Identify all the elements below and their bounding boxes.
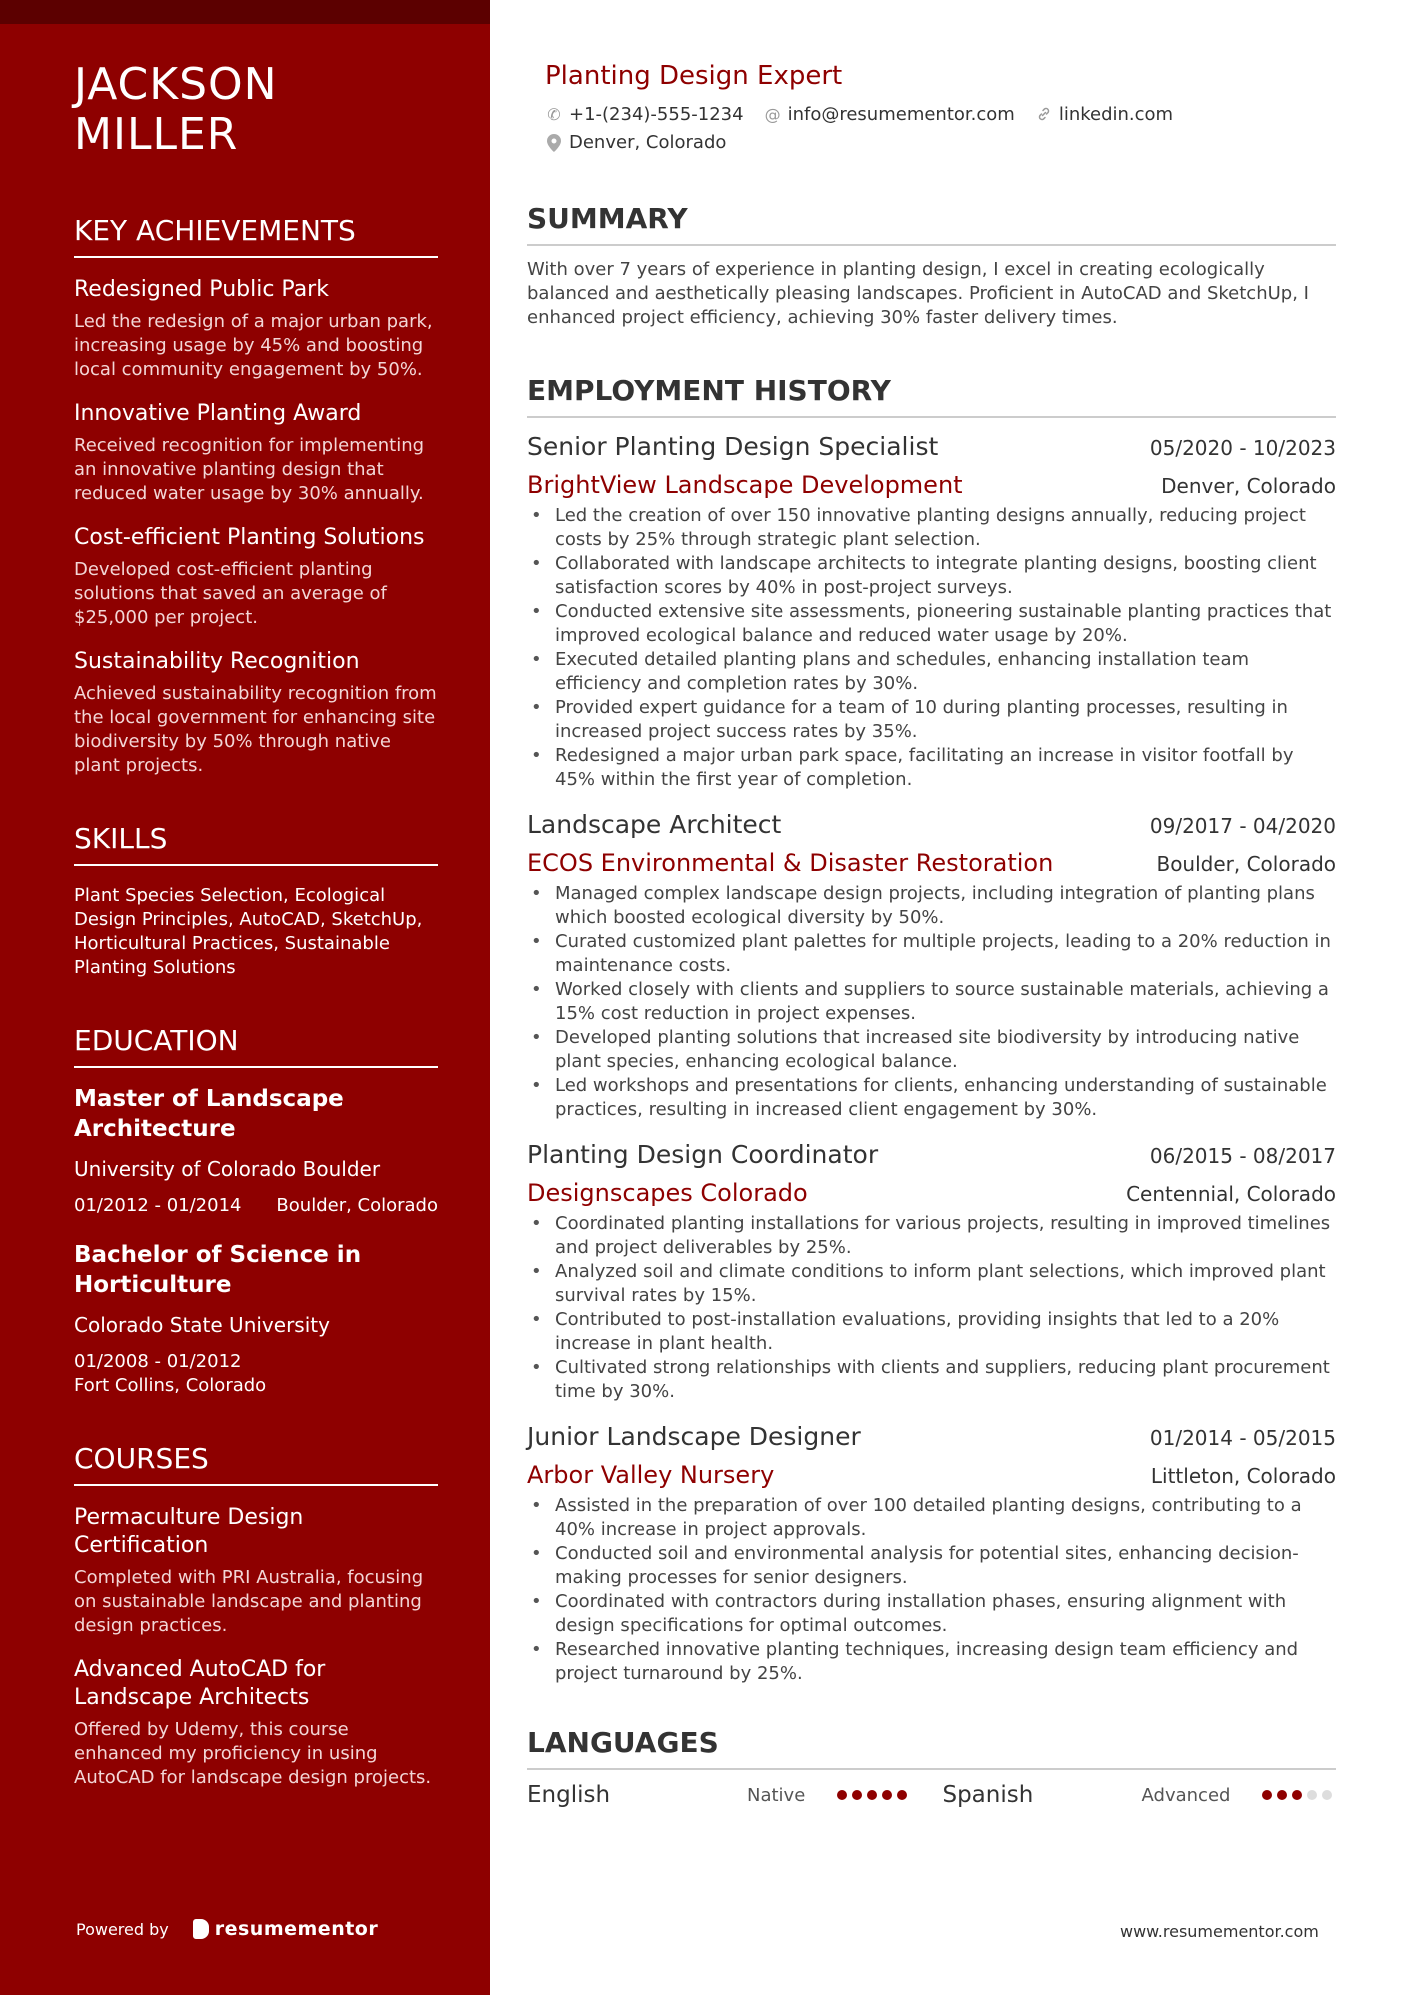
education-location: Boulder, Colorado (276, 1195, 438, 1216)
achievement-title: Innovative Planting Award (74, 401, 362, 426)
phone-text: +1-(234)-555-1234 (569, 104, 744, 125)
job-bullet: • Worked closely with clients and suppliers to source sustainable materials, achieving a 15% cost reduction in project expenses. (527, 978, 1336, 1026)
summary-text: With over 7 years of experience in planting design, I excel in creating ecologically balanced and aesthetically pleasing landscapes. Proficient in AutoCAD and SketchUp, I enhanced project efficiency, achieving 30% faster delivery times. (527, 259, 1309, 328)
achievement-desc: Developed cost-efficient planting solutions that saved an average of $25,000 per project. (74, 559, 387, 628)
sidebar-top-band (0, 0, 490, 24)
last-name: MILLER (74, 109, 239, 160)
achievement-item (74, 276, 438, 382)
language-rating (1262, 1790, 1332, 1800)
languages-list (527, 1782, 1336, 1808)
job-bullet: • Researched innovative planting techniques, increasing design team efficiency and project turnaround by 25%. (527, 1638, 1336, 1686)
sidebar (0, 0, 490, 1995)
job-company: ECOS Environmental & Disaster Restoration (527, 849, 1054, 877)
job-bullets (527, 1212, 1336, 1404)
achievement-item (74, 400, 438, 506)
location-text: Denver, Colorado (569, 132, 727, 153)
education-dates: 01/2008 - 01/2012 (74, 1351, 242, 1372)
job-dates: 05/2020 - 10/2023 (1149, 436, 1336, 460)
rating-dot-empty (1307, 1790, 1317, 1800)
job-bullet: • Conducted extensive site assessments, pioneering sustainable planting practices that improved ecological balance and reduced water usage by 20%. (527, 600, 1336, 648)
first-name: JACKSON (74, 59, 278, 110)
job-entry (527, 1422, 1336, 1686)
job-bullet: • Executed detailed planting plans and schedules, enhancing installation team efficiency and completion rates by 30%. (527, 648, 1336, 696)
education-location: Fort Collins, Colorado (74, 1375, 267, 1396)
job-bullet: • Led workshops and presentations for clients, enhancing understanding of sustainable practices, resulting in increased client engagement by 30%. (527, 1074, 1336, 1122)
rating-dot-filled (852, 1790, 862, 1800)
job-dates: 06/2015 - 08/2017 (1149, 1144, 1336, 1168)
courses-heading: COURSES (74, 1442, 438, 1486)
linkedin-text: linkedin.com (1058, 104, 1174, 125)
rating-dot-filled (1292, 1790, 1302, 1800)
achievement-title: Sustainability Recognition (74, 649, 360, 674)
job-role: Senior Planting Design Specialist (527, 432, 939, 461)
job-location: Denver, Colorado (1161, 474, 1336, 498)
job-dates: 09/2017 - 04/2020 (1149, 814, 1336, 838)
job-location: Littleton, Colorado (1150, 1464, 1336, 1488)
course-item (74, 1656, 438, 1790)
course-item (74, 1504, 438, 1638)
job-company: Arbor Valley Nursery (527, 1461, 775, 1489)
achievement-desc: Led the redesign of a major urban park, increasing usage by 45% and boosting local community engagement by 50%. (74, 311, 433, 380)
location-contact (545, 132, 726, 154)
achievement-item (74, 524, 438, 630)
job-bullet: • Managed complex landscape design projects, including integration of planting plans which boosted ecological diversity by 50%. (527, 882, 1336, 930)
powered-by (76, 1918, 378, 1940)
job-bullet: • Analyzed soil and climate conditions to inform plant selections, which improved plant survival rates by 15%. (527, 1260, 1336, 1308)
phone-contact[interactable] (545, 104, 744, 126)
education-degree: Bachelor of Science in Horticulture (74, 1242, 362, 1298)
course-title: Permaculture Design Certification (74, 1505, 304, 1558)
job-bullet: • Coordinated with contractors during installation phases, ensuring alignment with design specifications for optimal outcomes. (527, 1590, 1336, 1638)
email-contact[interactable] (764, 104, 1015, 126)
job-entry (527, 810, 1336, 1122)
skills-heading: SKILLS (74, 822, 438, 866)
job-bullet: • Collaborated with landscape architects to integrate planting designs, boosting client satisfaction scores by 40% in post-project surveys. (527, 552, 1336, 600)
achievement-title: Redesigned Public Park (74, 277, 329, 302)
language-name: English (527, 1782, 611, 1808)
main-content (527, 60, 1336, 1808)
job-company: Designscapes Colorado (527, 1179, 808, 1207)
course-desc: Offered by Udemy, this course enhanced my proficiency in using AutoCAD for landscape design projects. (74, 1719, 432, 1788)
employment-heading: EMPLOYMENT HISTORY (527, 374, 1336, 418)
language-item (527, 1782, 924, 1808)
education-school: Colorado State University (74, 1313, 330, 1337)
linkedin-contact[interactable] (1035, 104, 1173, 126)
brand-mark-icon (193, 1919, 209, 1939)
achievement-desc: Achieved sustainability recognition from the local government for enhancing site biodiversity by 50% through native plant projects. (74, 683, 437, 776)
job-bullet: • Led the creation of over 150 innovative planting designs annually, reducing project costs by 25% through strategic plant selection. (527, 504, 1336, 552)
language-level: Advanced (1141, 1784, 1231, 1806)
job-bullet: • Curated customized plant palettes for multiple projects, leading to a 20% reduction in maintenance costs. (527, 930, 1336, 978)
powered-by-label: Powered by (76, 1919, 169, 1939)
achievements-list (74, 276, 438, 778)
job-bullet: • Developed planting solutions that increased site biodiversity by introducing native plant species, enhancing ecological balance. (527, 1026, 1336, 1074)
language-level: Native (747, 1784, 806, 1806)
achievement-title: Cost-efficient Planting Solutions (74, 525, 425, 550)
phone-icon: ✆ (547, 105, 561, 124)
education-item (74, 1084, 438, 1218)
job-role: Planting Design Coordinator (527, 1140, 879, 1169)
education-degree: Master of Landscape Architecture (74, 1086, 344, 1142)
rating-dot-filled (1262, 1790, 1272, 1800)
location-pin-icon (545, 134, 563, 152)
job-bullet: • Contributed to post-installation evaluations, providing insights that led to a 20% increase in plant health. (527, 1308, 1336, 1356)
education-heading: EDUCATION (74, 1024, 438, 1068)
job-location: Centennial, Colorado (1126, 1182, 1336, 1206)
summary-heading: SUMMARY (527, 202, 1336, 246)
rating-dot-filled (837, 1790, 847, 1800)
job-dates: 01/2014 - 05/2015 (1149, 1426, 1336, 1450)
headline-title: Planting Design Expert (545, 61, 843, 91)
job-entry (527, 432, 1336, 792)
job-location: Boulder, Colorado (1156, 852, 1336, 876)
job-bullets (527, 504, 1336, 792)
job-bullets (527, 1494, 1336, 1686)
language-rating (837, 1790, 907, 1800)
job-bullet: • Assisted in the preparation of over 100 detailed planting designs, contributing to a 40% increase in project approvals. (527, 1494, 1336, 1542)
candidate-name (74, 60, 438, 160)
job-bullet: • Redesigned a major urban park space, facilitating an increase in visitor footfall by 45% within the first year of completion. (527, 744, 1336, 792)
course-desc: Completed with PRI Australia, focusing on sustainable landscape and planting design practices. (74, 1567, 424, 1636)
brand-logo[interactable] (193, 1918, 379, 1940)
rating-dot-filled (867, 1790, 877, 1800)
achievement-item (74, 648, 438, 778)
language-item (942, 1782, 1336, 1808)
job-company: BrightView Landscape Development (527, 471, 963, 499)
course-title: Advanced AutoCAD for Landscape Architects (74, 1657, 326, 1710)
skills-text: Plant Species Selection, Ecological Design Principles, AutoCAD, SketchUp, Horticultural Practices, Sustainable Planting Solutions (74, 885, 423, 978)
rating-dot-filled (1277, 1790, 1287, 1800)
education-school: University of Colorado Boulder (74, 1157, 381, 1181)
job-role: Landscape Architect (527, 810, 782, 839)
education-item (74, 1240, 438, 1398)
language-name: Spanish (942, 1782, 1034, 1808)
achievements-heading: KEY ACHIEVEMENTS (74, 214, 438, 258)
job-bullet: • Coordinated planting installations for various projects, resulting in improved timelines and project deliverables by 25%. (527, 1212, 1336, 1260)
job-bullet: • Cultivated strong relationships with clients and suppliers, reducing plant procurement time by 30%. (527, 1356, 1336, 1404)
link-icon (1035, 106, 1053, 124)
job-bullet: • Provided expert guidance for a team of 10 during planting processes, resulting in increased project success rates by 35%. (527, 696, 1336, 744)
email-text: info@resumementor.com (787, 104, 1015, 125)
rating-dot-filled (882, 1790, 892, 1800)
rating-dot-filled (897, 1790, 907, 1800)
job-entry (527, 1140, 1336, 1404)
job-bullet: • Conducted soil and environmental analysis for potential sites, enhancing decision-making processes for senior designers. (527, 1542, 1336, 1590)
languages-heading: LANGUAGES (527, 1726, 1336, 1770)
job-bullets (527, 882, 1336, 1122)
contact-info (545, 104, 1285, 154)
at-icon: @ (764, 105, 781, 124)
job-role: Junior Landscape Designer (527, 1422, 861, 1451)
achievement-desc: Received recognition for implementing an innovative planting design that reduced water usage by 30% annually. (74, 435, 425, 504)
rating-dot-empty (1322, 1790, 1332, 1800)
education-dates: 01/2012 - 01/2014 (74, 1195, 242, 1216)
footer-website[interactable]: www.resumementor.com (1120, 1922, 1319, 1941)
brand-name: resumementor (214, 1918, 379, 1940)
